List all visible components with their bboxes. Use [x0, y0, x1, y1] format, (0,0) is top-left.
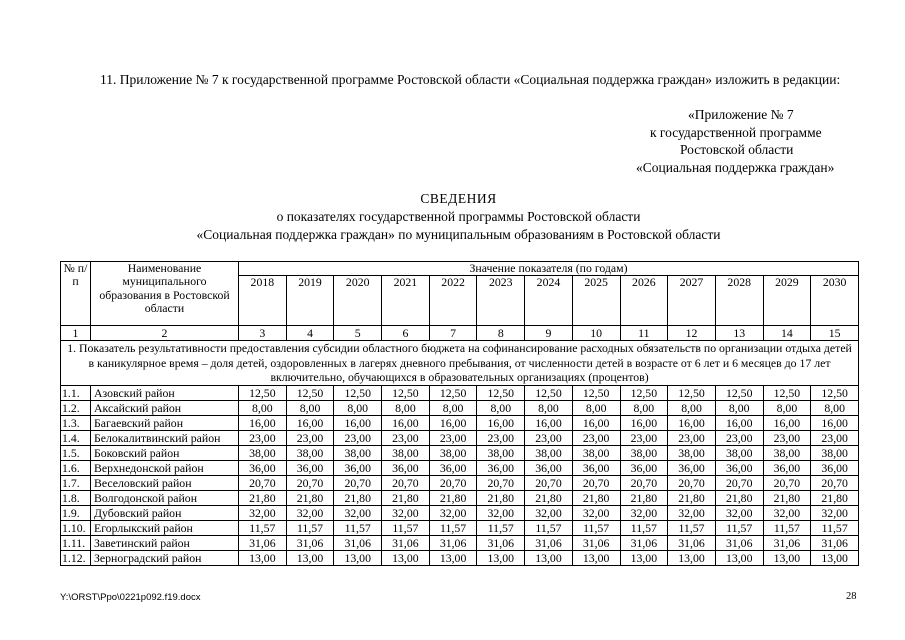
column-numbers-row: [61, 326, 859, 341]
document-subtitle-2: «Социальная поддержка граждан» по муниципальным образованиям в Ростовской области: [196, 227, 721, 242]
indicator-value: 21,80: [620, 491, 668, 506]
indicator-value: 31,06: [715, 536, 763, 551]
table-row: [61, 416, 859, 431]
row-number: 1.2.: [61, 401, 91, 416]
municipality-name: Дубовский район: [91, 506, 239, 521]
indicator-value: 31,06: [620, 536, 668, 551]
appendix-header: [600, 106, 900, 176]
column-number: 2: [91, 326, 239, 341]
indicator-value: 11,57: [620, 521, 668, 536]
indicator-value: 31,06: [382, 536, 430, 551]
row-number: 1.11.: [61, 536, 91, 551]
indicator-value: 20,70: [382, 476, 430, 491]
appendix-line-2: к государственной программе: [650, 124, 822, 140]
indicator-value: 13,00: [811, 551, 859, 566]
row-number: 1.7.: [61, 476, 91, 491]
column-number: 12: [668, 326, 716, 341]
indicator-value: 38,00: [477, 446, 525, 461]
section-title: 1. Показатель результативности предоставления субсидии областного бюджета на софинансирование расходных обязательств по организации отдыха детей в каникулярное время – доля детей, оздоровленных в лагерях дневного пребывания, от численности детей в возрасте от 6 лет и 6 месяцев до 17 лет включительно, обучающихся в образовательных организациях (процентов): [61, 341, 859, 386]
indicator-value: 11,57: [382, 521, 430, 536]
indicator-value: 12,50: [429, 386, 477, 401]
document-title-block: [60, 190, 857, 244]
municipality-name: Волгодонской район: [91, 491, 239, 506]
municipality-name: Веселовский район: [91, 476, 239, 491]
table-row: [61, 401, 859, 416]
indicator-value: 32,00: [811, 506, 859, 521]
indicator-value: 11,57: [572, 521, 620, 536]
intro-text: 11. Приложение № 7 к государственной программе Ростовской области «Социальная поддержка граждан» изложить в редакции:: [100, 72, 841, 87]
indicator-value: 23,00: [239, 431, 287, 446]
appendix-line-1: «Приложение № 7: [688, 107, 794, 122]
indicator-value: 31,06: [811, 536, 859, 551]
municipality-name: Азовский район: [91, 386, 239, 401]
indicator-value: 12,50: [811, 386, 859, 401]
indicator-value: 16,00: [477, 416, 525, 431]
column-number: 11: [620, 326, 668, 341]
indicators-table: [60, 261, 859, 566]
indicator-value: 36,00: [620, 461, 668, 476]
indicator-value: 12,50: [477, 386, 525, 401]
indicator-value: 23,00: [382, 431, 430, 446]
file-path: Y:\ORST\Ppo\0221p092.f19.docx: [60, 592, 201, 603]
header-year: 2018: [239, 276, 287, 326]
indicator-value: 20,70: [334, 476, 382, 491]
indicator-value: 21,80: [763, 491, 811, 506]
indicator-value: 20,70: [763, 476, 811, 491]
indicator-value: 21,80: [525, 491, 573, 506]
indicator-value: 21,80: [334, 491, 382, 506]
header-year: 2022: [429, 276, 477, 326]
column-number: 1: [61, 326, 91, 341]
indicator-value: 38,00: [525, 446, 573, 461]
indicator-value: 31,06: [572, 536, 620, 551]
indicator-value: 13,00: [525, 551, 573, 566]
appendix-line-3: Ростовской области: [680, 142, 794, 157]
indicator-value: 38,00: [286, 446, 334, 461]
header-num: № п/п: [61, 262, 91, 326]
municipality-name: Егорлыкский район: [91, 521, 239, 536]
indicator-value: 20,70: [668, 476, 716, 491]
indicator-value: 32,00: [334, 506, 382, 521]
indicator-value: 38,00: [429, 446, 477, 461]
row-number: 1.1.: [61, 386, 91, 401]
header-year: 2024: [525, 276, 573, 326]
indicator-value: 36,00: [668, 461, 716, 476]
column-number: 9: [525, 326, 573, 341]
indicator-value: 32,00: [382, 506, 430, 521]
indicator-value: 21,80: [715, 491, 763, 506]
indicator-value: 38,00: [239, 446, 287, 461]
header-year: 2028: [715, 276, 763, 326]
indicator-value: 16,00: [811, 416, 859, 431]
indicator-value: 32,00: [572, 506, 620, 521]
indicator-value: 23,00: [763, 431, 811, 446]
indicator-value: 38,00: [811, 446, 859, 461]
indicator-value: 13,00: [572, 551, 620, 566]
indicator-value: 21,80: [382, 491, 430, 506]
table-body: [61, 326, 859, 566]
indicator-value: 8,00: [715, 401, 763, 416]
indicator-value: 36,00: [239, 461, 287, 476]
indicator-value: 11,57: [715, 521, 763, 536]
column-number: 5: [334, 326, 382, 341]
header-year: 2023: [477, 276, 525, 326]
indicator-value: 32,00: [715, 506, 763, 521]
indicator-value: 36,00: [477, 461, 525, 476]
indicator-value: 21,80: [811, 491, 859, 506]
row-number: 1.6.: [61, 461, 91, 476]
indicator-value: 32,00: [429, 506, 477, 521]
indicator-value: 8,00: [239, 401, 287, 416]
indicator-value: 36,00: [286, 461, 334, 476]
intro-paragraph: [60, 71, 857, 88]
indicator-value: 36,00: [572, 461, 620, 476]
header-year: 2025: [572, 276, 620, 326]
indicator-value: 13,00: [382, 551, 430, 566]
indicator-value: 38,00: [334, 446, 382, 461]
indicator-value: 13,00: [334, 551, 382, 566]
table-row: [61, 446, 859, 461]
indicator-value: 36,00: [525, 461, 573, 476]
column-number: 8: [477, 326, 525, 341]
indicator-value: 12,50: [334, 386, 382, 401]
indicator-value: 20,70: [239, 476, 287, 491]
indicator-value: 8,00: [429, 401, 477, 416]
indicator-value: 16,00: [668, 416, 716, 431]
indicator-value: 8,00: [572, 401, 620, 416]
indicator-value: 38,00: [572, 446, 620, 461]
municipality-name: Багаевский район: [91, 416, 239, 431]
appendix-line-4: «Социальная поддержка граждан»: [636, 159, 835, 175]
indicator-value: 20,70: [477, 476, 525, 491]
header-values-caption: Значение показателя (по годам): [239, 262, 859, 276]
header-year: 2026: [620, 276, 668, 326]
indicator-value: 13,00: [429, 551, 477, 566]
indicator-value: 31,06: [477, 536, 525, 551]
table-row: [61, 461, 859, 476]
indicator-value: 11,57: [811, 521, 859, 536]
indicator-value: 32,00: [525, 506, 573, 521]
indicator-value: 23,00: [477, 431, 525, 446]
indicator-value: 8,00: [763, 401, 811, 416]
municipality-name: Белокалитвинский район: [91, 431, 239, 446]
indicator-value: 23,00: [572, 431, 620, 446]
indicator-value: 13,00: [668, 551, 716, 566]
indicator-value: 12,50: [239, 386, 287, 401]
indicator-value: 13,00: [239, 551, 287, 566]
indicator-value: 8,00: [668, 401, 716, 416]
indicator-value: 31,06: [525, 536, 573, 551]
column-number: 3: [239, 326, 287, 341]
indicator-value: 8,00: [286, 401, 334, 416]
column-number: 13: [715, 326, 763, 341]
header-name: Наименование муниципального образования в Ростовской области: [91, 262, 239, 326]
indicator-value: 11,57: [334, 521, 382, 536]
row-number: 1.9.: [61, 506, 91, 521]
indicator-value: 11,57: [239, 521, 287, 536]
indicator-value: 8,00: [620, 401, 668, 416]
indicator-value: 8,00: [382, 401, 430, 416]
indicator-value: 21,80: [572, 491, 620, 506]
indicator-value: 23,00: [811, 431, 859, 446]
table-row: [61, 431, 859, 446]
indicator-value: 23,00: [668, 431, 716, 446]
indicator-value: 32,00: [620, 506, 668, 521]
header-year: 2027: [668, 276, 716, 326]
indicator-value: 8,00: [525, 401, 573, 416]
indicator-value: 11,57: [477, 521, 525, 536]
indicator-value: 32,00: [477, 506, 525, 521]
indicator-value: 13,00: [715, 551, 763, 566]
table-row: [61, 536, 859, 551]
indicator-value: 12,50: [572, 386, 620, 401]
indicator-value: 16,00: [286, 416, 334, 431]
document-title: СВЕДЕНИЯ: [420, 191, 497, 206]
indicator-value: 21,80: [668, 491, 716, 506]
indicator-value: 20,70: [572, 476, 620, 491]
indicator-value: 20,70: [429, 476, 477, 491]
row-number: 1.5.: [61, 446, 91, 461]
indicator-value: 13,00: [620, 551, 668, 566]
indicator-value: 11,57: [668, 521, 716, 536]
column-number: 7: [429, 326, 477, 341]
indicator-value: 32,00: [239, 506, 287, 521]
indicator-value: 16,00: [429, 416, 477, 431]
indicator-value: 11,57: [525, 521, 573, 536]
indicator-value: 31,06: [334, 536, 382, 551]
indicator-value: 38,00: [382, 446, 430, 461]
indicator-value: 8,00: [811, 401, 859, 416]
indicator-value: 21,80: [477, 491, 525, 506]
table-row: [61, 506, 859, 521]
indicator-value: 20,70: [620, 476, 668, 491]
indicator-value: 16,00: [239, 416, 287, 431]
row-number: 1.3.: [61, 416, 91, 431]
indicator-value: 32,00: [286, 506, 334, 521]
municipality-name: Верхнедонской район: [91, 461, 239, 476]
table-row: [61, 491, 859, 506]
indicator-value: 16,00: [715, 416, 763, 431]
indicator-value: 16,00: [525, 416, 573, 431]
indicator-value: 12,50: [763, 386, 811, 401]
table-row: [61, 551, 859, 566]
indicator-value: 36,00: [715, 461, 763, 476]
indicator-value: 31,06: [286, 536, 334, 551]
municipality-name: Аксайский район: [91, 401, 239, 416]
indicator-value: 36,00: [763, 461, 811, 476]
indicator-value: 31,06: [668, 536, 716, 551]
indicator-value: 23,00: [334, 431, 382, 446]
indicator-value: 13,00: [477, 551, 525, 566]
indicator-value: 20,70: [811, 476, 859, 491]
indicator-value: 23,00: [715, 431, 763, 446]
column-number: 14: [763, 326, 811, 341]
column-number: 6: [382, 326, 430, 341]
table-row: [61, 386, 859, 401]
indicator-value: 21,80: [429, 491, 477, 506]
indicator-value: 38,00: [715, 446, 763, 461]
header-year: 2020: [334, 276, 382, 326]
indicator-value: 36,00: [811, 461, 859, 476]
indicator-value: 8,00: [334, 401, 382, 416]
indicator-value: 31,06: [763, 536, 811, 551]
indicator-value: 11,57: [429, 521, 477, 536]
indicator-value: 23,00: [429, 431, 477, 446]
indicator-value: 12,50: [382, 386, 430, 401]
row-number: 1.10.: [61, 521, 91, 536]
municipality-name: Зерноградский район: [91, 551, 239, 566]
indicator-value: 8,00: [477, 401, 525, 416]
indicator-value: 21,80: [239, 491, 287, 506]
indicator-value: 38,00: [668, 446, 716, 461]
indicator-value: 38,00: [620, 446, 668, 461]
indicator-value: 16,00: [620, 416, 668, 431]
document-subtitle-1: о показателях государственной программы Ростовской области: [276, 209, 641, 224]
indicator-value: 16,00: [334, 416, 382, 431]
indicator-value: 16,00: [382, 416, 430, 431]
row-number: 1.8.: [61, 491, 91, 506]
header-year: 2019: [286, 276, 334, 326]
indicator-value: 11,57: [286, 521, 334, 536]
table-row: [61, 521, 859, 536]
indicator-value: 20,70: [286, 476, 334, 491]
municipality-name: Боковский район: [91, 446, 239, 461]
page-number: 28: [846, 591, 857, 602]
table-row: [61, 476, 859, 491]
indicator-value: 13,00: [763, 551, 811, 566]
indicator-value: 12,50: [286, 386, 334, 401]
indicator-value: 23,00: [286, 431, 334, 446]
indicator-value: 32,00: [668, 506, 716, 521]
header-year: 2030: [811, 276, 859, 326]
indicator-value: 38,00: [763, 446, 811, 461]
municipality-name: Заветинский район: [91, 536, 239, 551]
indicator-value: 20,70: [525, 476, 573, 491]
row-number: 1.4.: [61, 431, 91, 446]
indicator-value: 32,00: [763, 506, 811, 521]
column-number: 15: [811, 326, 859, 341]
indicator-value: 23,00: [620, 431, 668, 446]
row-number: 1.12.: [61, 551, 91, 566]
indicator-value: 21,80: [286, 491, 334, 506]
header-year: 2021: [382, 276, 430, 326]
indicator-value: 23,00: [525, 431, 573, 446]
indicator-value: 31,06: [239, 536, 287, 551]
indicator-value: 12,50: [620, 386, 668, 401]
column-number: 10: [572, 326, 620, 341]
indicator-value: 20,70: [715, 476, 763, 491]
indicator-value: 31,06: [429, 536, 477, 551]
header-year: 2029: [763, 276, 811, 326]
indicator-value: 12,50: [525, 386, 573, 401]
indicator-value: 12,50: [715, 386, 763, 401]
column-number: 4: [286, 326, 334, 341]
indicator-value: 13,00: [286, 551, 334, 566]
indicator-value: 36,00: [334, 461, 382, 476]
indicator-value: 11,57: [763, 521, 811, 536]
indicator-value: 36,00: [382, 461, 430, 476]
indicator-value: 16,00: [763, 416, 811, 431]
indicator-value: 16,00: [572, 416, 620, 431]
indicator-value: 36,00: [429, 461, 477, 476]
indicator-value: 12,50: [668, 386, 716, 401]
